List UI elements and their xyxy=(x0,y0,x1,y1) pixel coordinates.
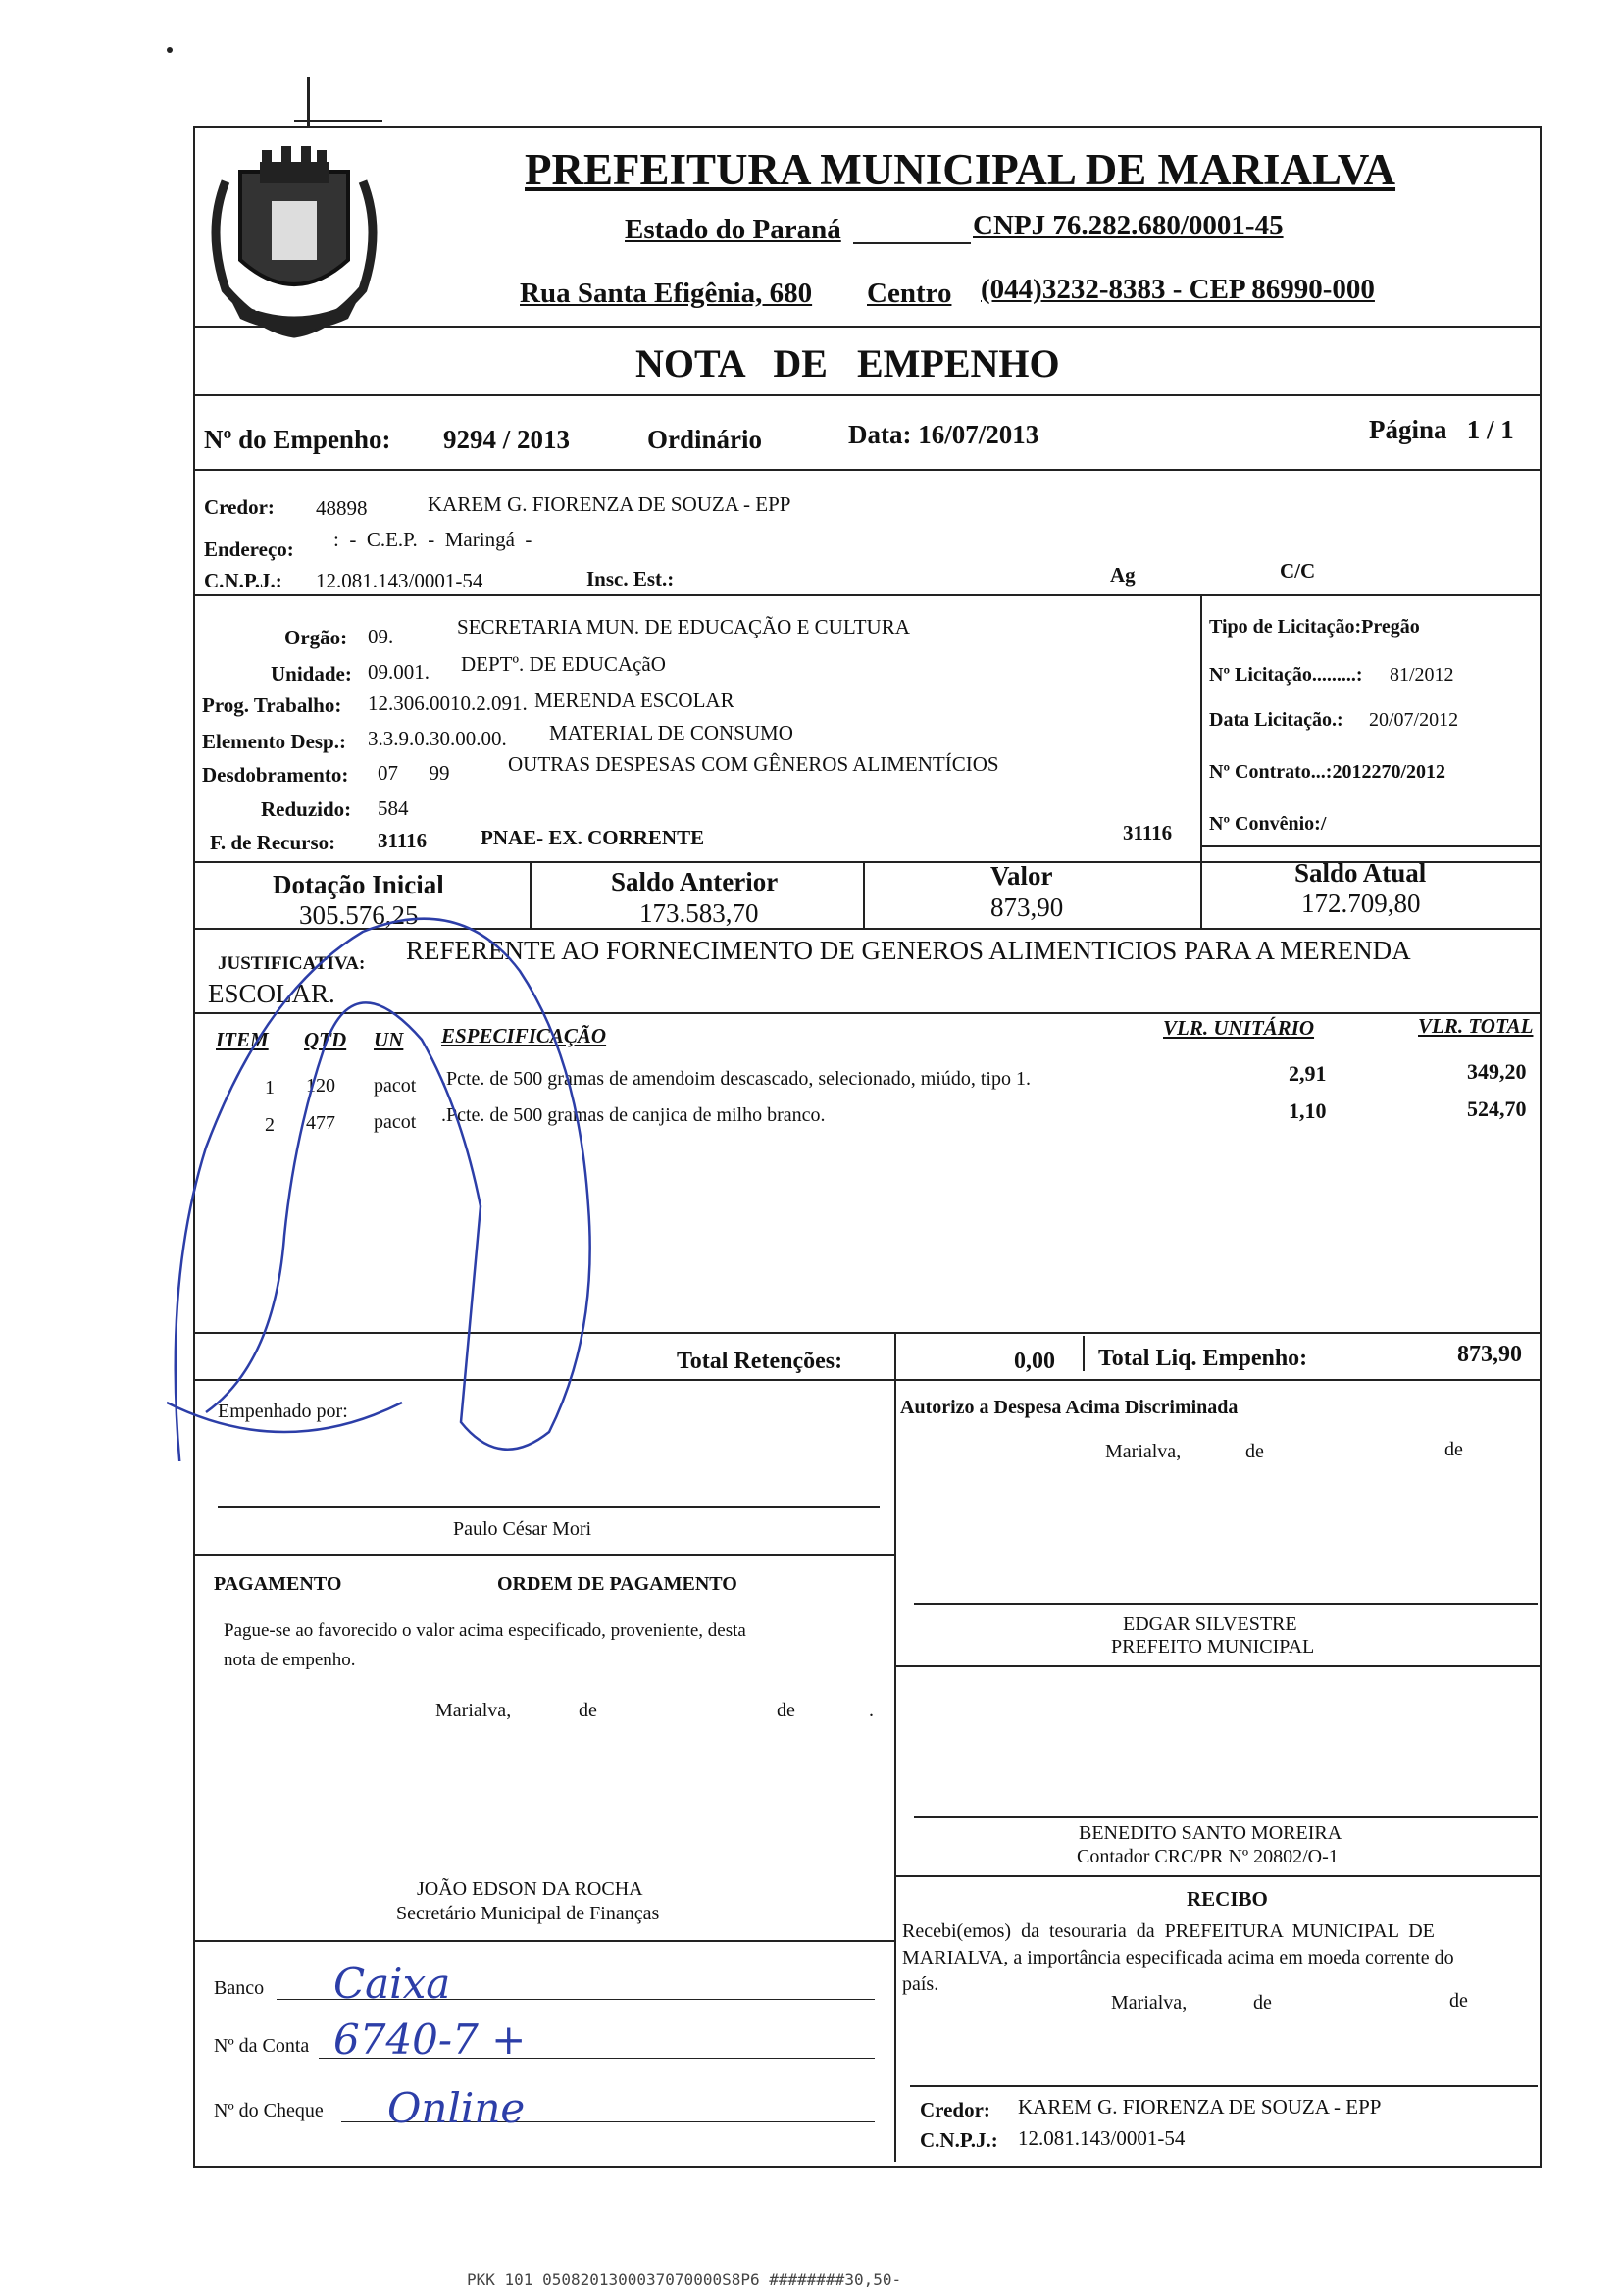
unidade-label: Unidade: xyxy=(271,662,352,686)
prog-label: Prog. Trabalho: xyxy=(202,693,342,717)
valor-label: Valor xyxy=(990,861,1053,891)
credor-code: 48898 xyxy=(316,496,368,520)
endereco-value: : - C.E.P. - Maringá - xyxy=(333,528,532,551)
licitacao-number: 81/2012 xyxy=(1390,664,1454,686)
row-total-value: 524,70 xyxy=(1467,1097,1527,1121)
prefeito-role: PREFEITO MUNICIPAL xyxy=(1111,1636,1315,1658)
recibo-place: Marialva, xyxy=(1111,1992,1188,2014)
pagamento-de-1: de xyxy=(579,1700,597,1721)
state-label: Estado do Paraná xyxy=(625,214,841,245)
saldo-anterior-label: Saldo Anterior xyxy=(611,867,779,896)
autorizo-de-2: de xyxy=(1444,1439,1463,1460)
cnpj-credor-label: C.N.P.J.: xyxy=(204,569,282,592)
col-spec: ESPECIFICAÇÃO xyxy=(441,1024,607,1047)
cnpj-credor-value: 12.081.143/0001-54 xyxy=(316,569,483,592)
desdob-code: 07 99 xyxy=(378,761,450,785)
autorizo-de-1: de xyxy=(1245,1441,1264,1462)
cc-label: C/C xyxy=(1280,559,1316,583)
recibo-label: RECIBO xyxy=(1187,1887,1268,1911)
pagamento-place: Marialva, xyxy=(435,1700,512,1721)
empenhado-label: Empenhado por: xyxy=(218,1401,348,1422)
scan-mark xyxy=(294,120,382,122)
recibo-cnpj-label: C.N.P.J.: xyxy=(920,2128,998,2152)
prefeito-name: EDGAR SILVESTRE xyxy=(1123,1613,1297,1635)
col-total-value: VLR. TOTAL xyxy=(1418,1014,1534,1038)
unidade-code: 09.001. xyxy=(368,660,430,684)
cnpj-label: CNPJ 76.282.680/0001-45 xyxy=(973,210,1284,241)
banco-label: Banco xyxy=(214,1977,265,1999)
licitacao-date: 20/07/2012 xyxy=(1369,709,1459,731)
dotacao-label: Dotação Inicial xyxy=(273,870,444,899)
recurso-code-2: 31116 xyxy=(1123,821,1173,844)
row-item: 2 xyxy=(265,1114,275,1136)
row-unit-value: 1,10 xyxy=(1289,1098,1327,1123)
pen-scribble xyxy=(167,912,696,1461)
row-qtd: 120 xyxy=(306,1075,335,1097)
insc-est-label: Insc. Est.: xyxy=(586,567,675,590)
page-number: Página 1 / 1 xyxy=(1369,415,1514,444)
elemento-label: Elemento Desp.: xyxy=(202,730,346,753)
licitacao-number-label: Nº Licitação.........: xyxy=(1209,664,1363,686)
orgao-name: SECRETARIA MUN. DE EDUCAÇÃO E CULTURA xyxy=(457,615,910,638)
empenho-label: Nº do Empenho: xyxy=(204,425,391,454)
empenho-number: 9294 / 2013 xyxy=(443,425,571,454)
unidade-name: DEPTº. DE EDUCAçãO xyxy=(461,652,666,676)
recurso-name: PNAE- EX. CORRENTE xyxy=(481,826,705,849)
pagamento-text: Pague-se ao favorecido o valor acima especificado, proveniente, desta xyxy=(224,1620,746,1641)
row-unit-value: 2,91 xyxy=(1289,1061,1327,1086)
recurso-code: 31116 xyxy=(378,829,428,852)
recurso-label: F. de Recurso: xyxy=(210,831,336,854)
col-qtd: QTD xyxy=(304,1028,347,1051)
orgao-code: 09. xyxy=(368,625,394,648)
recibo-cnpj-value: 12.081.143/0001-54 xyxy=(1018,2126,1186,2150)
secretario-role: Secretário Municipal de Finanças xyxy=(396,1903,660,1924)
row-spec: .Pcte. de 500 gramas de canjica de milho branco. xyxy=(441,1104,826,1126)
address-street: Rua Santa Efigênia, 680 xyxy=(520,278,813,309)
tipo-licitacao: Tipo de Licitação:Pregão xyxy=(1209,616,1420,638)
page-title: PREFEITURA MUNICIPAL DE MARIALVA xyxy=(525,145,1396,194)
empenho-type: Ordinário xyxy=(647,425,763,454)
doc-title: NOTA DE EMPENHO xyxy=(635,341,1060,385)
elemento-name: MATERIAL DE CONSUMO xyxy=(549,721,793,744)
row-item: 1 xyxy=(265,1077,275,1098)
dotacao-value: 305.576,25 xyxy=(299,900,419,930)
pagamento-de-2: de xyxy=(777,1700,795,1721)
pagamento-label: PAGAMENTO xyxy=(214,1573,342,1595)
col-item: ITEM xyxy=(216,1028,269,1051)
col-un: UN xyxy=(374,1028,404,1051)
banco-handwritten: Caixa xyxy=(333,1960,451,2008)
conta-handwritten: 6740-7 + xyxy=(333,2015,527,2064)
recibo-credor-label: Credor: xyxy=(920,2098,990,2121)
justificativa-text: REFERENTE AO FORNECIMENTO DE GENEROS ALIMENTICIOS PARA A MERENDA xyxy=(406,936,1411,965)
ordem-pagamento-label: ORDEM DE PAGAMENTO xyxy=(497,1573,737,1595)
orgao-label: Orgão: xyxy=(284,626,348,649)
recibo-text-cont: MARIALVA, a importância especificada acima em moeda corrente do xyxy=(902,1947,1454,1968)
row-un: pacot xyxy=(374,1111,417,1133)
recibo-de-2: de xyxy=(1449,1990,1468,2012)
elemento-code: 3.3.9.0.30.00.00. xyxy=(368,727,507,750)
scan-mark xyxy=(167,47,173,53)
justificativa-text-cont: ESCOLAR. xyxy=(208,979,335,1008)
contrato-number: Nº Contrato...:2012270/2012 xyxy=(1209,761,1446,783)
row-un: pacot xyxy=(374,1075,417,1097)
credor-name: KAREM G. FIORENZA DE SOUZA - EPP xyxy=(428,492,791,516)
row-total-value: 349,20 xyxy=(1467,1059,1527,1084)
ag-label: Ag xyxy=(1110,563,1136,587)
liquido-value: 873,90 xyxy=(1457,1342,1522,1367)
retencoes-value: 0,00 xyxy=(1014,1349,1055,1374)
empenho-date: Data: 16/07/2013 xyxy=(848,420,1039,449)
recibo-text: Recebi(emos) da tesouraria da PREFEITURA MUNICIPAL DE xyxy=(902,1920,1435,1942)
empenhado-name: Paulo César Mori xyxy=(453,1518,592,1540)
pagamento-period: . xyxy=(869,1700,874,1721)
row-spec: .Pcte. de 500 gramas de amendoim descascado, selecionado, miúdo, tipo 1. xyxy=(441,1068,1031,1090)
row-qtd: 477 xyxy=(306,1112,335,1134)
saldo-atual-value: 172.709,80 xyxy=(1301,889,1421,918)
recibo-text-end: país. xyxy=(902,1973,939,1995)
desdob-name: OUTRAS DESPESAS COM GÊNEROS ALIMENTÍCIOS xyxy=(508,752,999,776)
col-unit-value: VLR. UNITÁRIO xyxy=(1163,1016,1315,1040)
prog-code: 12.306.0010.2.091. xyxy=(368,691,528,715)
scan-mark xyxy=(307,77,310,126)
autorizo-place: Marialva, xyxy=(1105,1441,1182,1462)
prog-name: MERENDA ESCOLAR xyxy=(534,689,734,712)
saldo-atual-label: Saldo Atual xyxy=(1294,858,1427,888)
recibo-de-1: de xyxy=(1253,1992,1272,2014)
desdob-label: Desdobramento: xyxy=(202,763,349,787)
liquido-label: Total Liq. Empenho: xyxy=(1098,1346,1308,1371)
reduzido-label: Reduzido: xyxy=(261,797,352,821)
pagamento-text-cont: nota de empenho. xyxy=(224,1650,356,1670)
contador-role: Contador CRC/PR Nº 20802/O-1 xyxy=(1077,1846,1339,1867)
convenio-number: Nº Convênio:/ xyxy=(1209,813,1327,835)
address-phone-cep: (044)3232-8383 - CEP 86990-000 xyxy=(981,274,1375,305)
retencoes-label: Total Retenções: xyxy=(677,1349,843,1374)
crest-banner-text: MARIALVA xyxy=(255,299,332,314)
address-district: Centro xyxy=(867,278,952,309)
secretario-name: JOÃO EDSON DA ROCHA xyxy=(417,1878,643,1900)
endereco-label: Endereço: xyxy=(204,537,294,561)
autorizo-label: Autorizo a Despesa Acima Discriminada xyxy=(900,1397,1239,1418)
conta-label: Nº da Conta xyxy=(214,2035,310,2057)
cheque-label: Nº do Cheque xyxy=(214,2100,324,2121)
justificativa-label: JUSTIFICATIVA: xyxy=(218,953,366,974)
recibo-credor-name: KAREM G. FIORENZA DE SOUZA - EPP xyxy=(1018,2095,1382,2118)
credor-label: Credor: xyxy=(204,495,275,519)
valor-value: 873,90 xyxy=(990,893,1064,922)
saldo-anterior-value: 173.583,70 xyxy=(639,898,759,928)
reduzido-value: 584 xyxy=(378,796,409,820)
licitacao-date-label: Data Licitação.: xyxy=(1209,709,1343,731)
cheque-handwritten: Online xyxy=(387,2084,526,2132)
contador-name: BENEDITO SANTO MOREIRA xyxy=(1079,1822,1342,1844)
crest-logo xyxy=(201,142,387,338)
footer-code: PKK 101 0508201300037070000S8P6 ########30,50- xyxy=(467,2270,902,2289)
